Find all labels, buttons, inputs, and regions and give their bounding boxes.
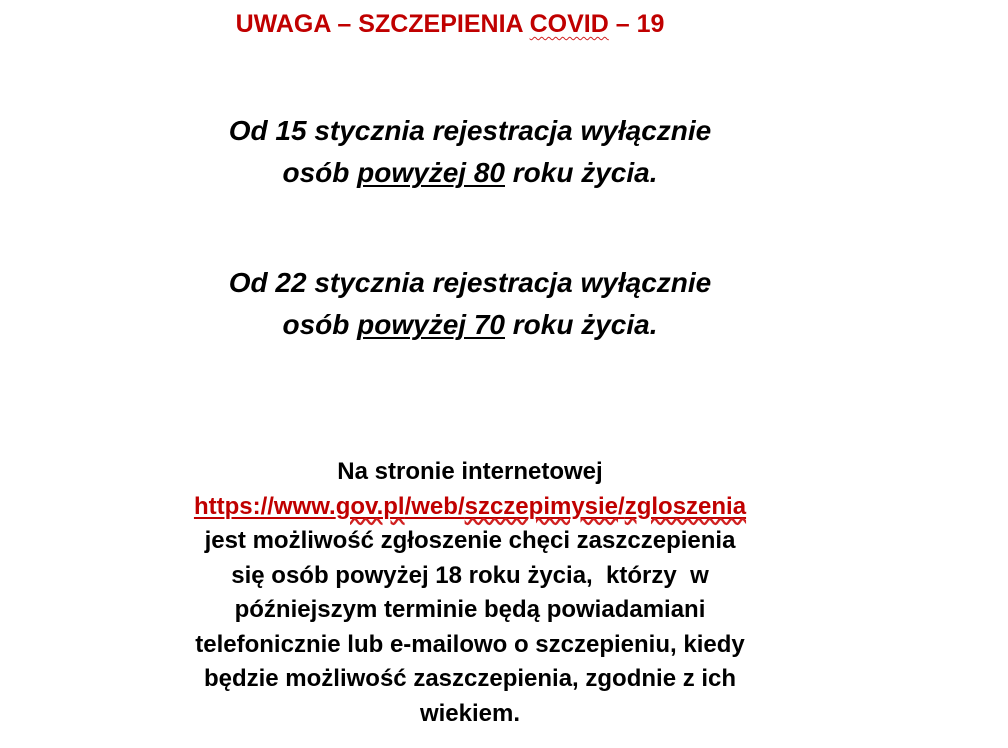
notice-70 xyxy=(160,262,780,346)
link-part-domain: gov.pl xyxy=(335,492,405,520)
link-part-zgloszenia: zgloszenia xyxy=(624,492,747,520)
title-suffix: – 19 xyxy=(608,10,665,38)
link-part-prefix: https://www. xyxy=(193,492,336,520)
title-prefix: UWAGA – SZCZEPIENIA xyxy=(235,10,530,38)
info-intro: Na stronie internetowej xyxy=(337,458,603,485)
info-line-2: się osób powyżej 18 roku życia, którzy w xyxy=(231,561,709,589)
info-line-3: późniejszym terminie będą powiadamiani xyxy=(234,596,706,623)
info-line-6: wiekiem. xyxy=(419,699,521,727)
notice-80-line2 xyxy=(160,152,780,194)
notice-70-line1: Od 22 stycznia rejestracja wyłącznie xyxy=(228,267,712,298)
link-part-szczepimysie: szczepimysie xyxy=(464,492,619,520)
info-line-4: telefonicznie lub e-mailowo o szczepieniu, kiedy xyxy=(195,630,745,658)
notice-80-pre: osób xyxy=(282,157,358,188)
notice-80-post: roku życia. xyxy=(505,157,658,188)
registration-link[interactable] xyxy=(194,493,746,520)
info-line-1: jest możliwość zgłoszenie chęci zaszczepienia xyxy=(204,527,736,554)
info-paragraph xyxy=(140,455,800,731)
notice-70-age: powyżej 70 xyxy=(357,309,505,340)
notice-80 xyxy=(160,110,780,194)
notice-80-line1: Od 15 stycznia rejestracja wyłącznie xyxy=(228,115,712,146)
notice-70-post: roku życia. xyxy=(505,309,658,340)
title-covid: COVID xyxy=(529,10,609,38)
link-part-slash: / xyxy=(618,492,625,520)
notice-80-age: powyżej 80 xyxy=(357,157,505,188)
link-part-web: /web/ xyxy=(404,492,465,520)
notice-70-line2 xyxy=(160,304,780,346)
notice-70-pre: osób xyxy=(282,309,358,340)
page-title xyxy=(150,8,750,40)
registration-link-line xyxy=(140,490,800,525)
info-line-5: będzie możliwość zaszczepienia, zgodnie z ich xyxy=(203,665,737,692)
